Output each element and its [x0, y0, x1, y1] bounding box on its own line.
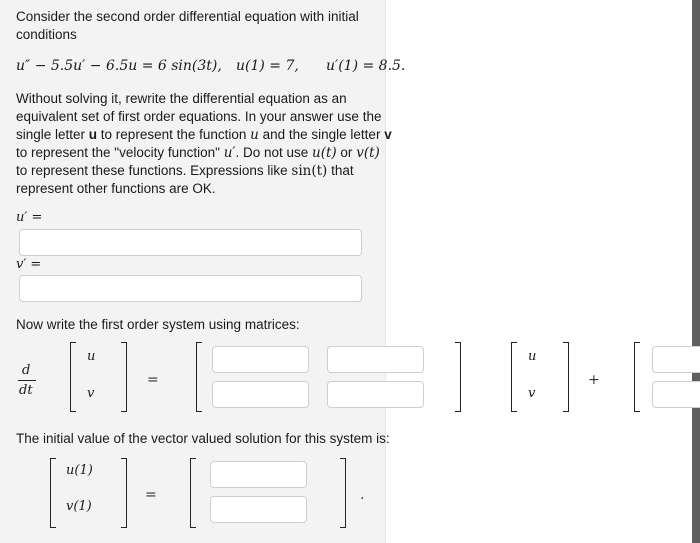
v-prime-label: v′ =: [16, 257, 42, 272]
equals-sign: =: [145, 487, 157, 503]
instr-text: single letter: [16, 127, 89, 142]
instr-math-sint: sin(t): [291, 163, 328, 179]
instr-math-uprime: u′: [223, 145, 236, 161]
matrix-heading: Now write the first order system using matrices:: [16, 317, 300, 332]
u-prime-label: u′ =: [16, 210, 43, 225]
left-bracket: [50, 458, 56, 528]
left-bracket: [634, 342, 640, 412]
instr-math-vt: v(t): [356, 145, 380, 161]
v-prime-input[interactable]: [19, 275, 362, 302]
left-bracket: [70, 342, 76, 412]
matrix-a11-input[interactable]: [212, 346, 309, 373]
vector-u: u: [87, 349, 96, 364]
instruction-line-3: [16, 126, 392, 144]
instruction-line-4: [16, 144, 380, 162]
instr-math-ut: u(t): [312, 145, 337, 161]
intro-line-2: conditions: [16, 27, 77, 42]
instr-text: . Do not use: [235, 145, 313, 160]
instr-bold-u: u: [88, 127, 98, 142]
u-at-1: u(1): [66, 463, 93, 478]
right-bracket: [121, 342, 127, 412]
instr-bold-v: v: [384, 127, 392, 142]
derivative-dt: dt: [19, 383, 33, 398]
right-bracket: [563, 342, 569, 412]
matrix-a12-input[interactable]: [327, 346, 424, 373]
left-bracket: [196, 342, 202, 412]
intro-line-1: Consider the second order differential equation with initial: [16, 9, 359, 24]
forcing-f1-input[interactable]: [652, 346, 700, 373]
fraction-bar: [18, 380, 36, 381]
derivative-d: d: [22, 363, 31, 378]
instruction-line-2: equivalent set of first order equations. In your answer use the: [16, 109, 382, 124]
plus-sign: +: [588, 372, 600, 388]
instr-text: to represent the function: [97, 127, 251, 142]
initial-value-heading: The initial value of the vector valued solution for this system is:: [16, 431, 390, 446]
instruction-line-1: Without solving it, rewrite the differential equation as an: [16, 91, 347, 106]
initial-v1-input[interactable]: [210, 496, 307, 523]
scrollbar[interactable]: [692, 0, 700, 543]
matrix-a22-input[interactable]: [327, 381, 424, 408]
initial-u1-input[interactable]: [210, 461, 307, 488]
u-prime-input[interactable]: [19, 229, 362, 256]
initial-condition-u: u(1) = 7,: [236, 58, 299, 74]
instr-text: to represent these functions. Expressions like: [16, 163, 292, 178]
instr-text: and the single letter: [258, 127, 385, 142]
initial-condition-uprime: u′(1) = 8.5.: [326, 58, 406, 74]
right-bracket: [455, 342, 461, 412]
left-bracket: [190, 458, 196, 528]
right-bracket: [340, 458, 346, 528]
forcing-f2-input[interactable]: [652, 381, 700, 408]
period: .: [360, 487, 365, 503]
ode-equation: u″ − 5.5u′ − 6.5u = 6 sin(3t),: [16, 58, 222, 74]
equals-sign: =: [147, 372, 159, 388]
instr-text: or: [336, 145, 357, 160]
vector-u: u: [528, 349, 537, 364]
left-bracket: [511, 342, 517, 412]
vector-v: v: [87, 386, 95, 401]
vector-v: v: [528, 386, 536, 401]
instr-text: to represent the "velocity function": [16, 145, 224, 160]
instr-math-u: u: [250, 127, 259, 143]
instruction-line-5: [16, 162, 354, 180]
matrix-a21-input[interactable]: [212, 381, 309, 408]
right-bracket: [121, 458, 127, 528]
instr-text: that: [327, 163, 354, 178]
instruction-line-6: represent other functions are OK.: [16, 181, 216, 196]
v-at-1: v(1): [66, 499, 92, 514]
